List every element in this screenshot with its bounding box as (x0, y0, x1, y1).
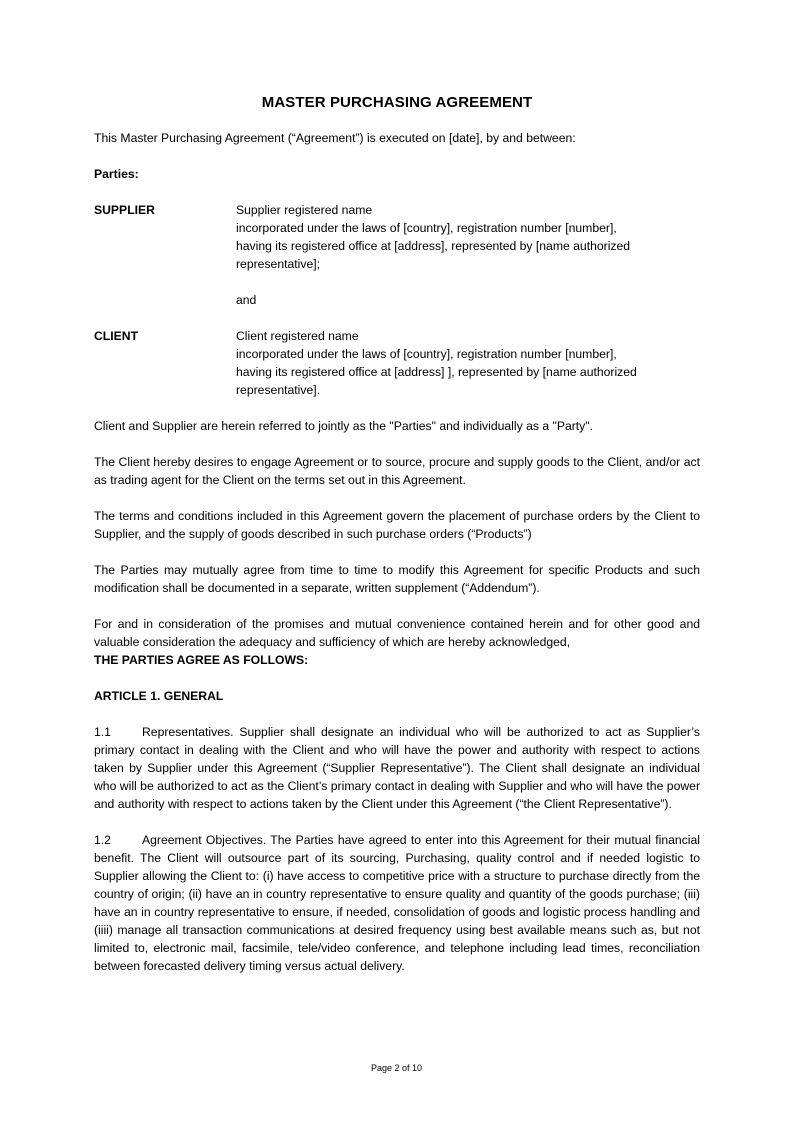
body-paragraph: Client and Supplier are herein referred to jointly as the "Parties" and individually as a "Party". (94, 419, 593, 433)
page-number: Page 2 of 10 (370, 1063, 423, 1073)
clause-number: 1.1 (94, 725, 111, 739)
supplier-details (236, 201, 700, 273)
intro-paragraph: This Master Purchasing Agreement (“Agreement”) is executed on [date], by and between: (94, 131, 576, 145)
clause-paragraph (94, 723, 700, 813)
client-line: Client registered name (236, 329, 359, 343)
client-line: incorporated under the laws of [country], registration number [number], (236, 347, 617, 361)
and-connector: and (236, 293, 257, 307)
article-heading: ARTICLE 1. GENERAL (94, 689, 224, 703)
body-paragraph: The Parties may mutually agree from time to time to modify this Agreement for specific Products and such modification shall be documented in a separate, written supplement (“Addendum”). (94, 563, 700, 595)
client-label: CLIENT (94, 329, 139, 343)
supplier-line: representative]; (236, 257, 321, 271)
clause-number: 1.2 (94, 833, 111, 847)
body-paragraph: The Client hereby desires to engage Agreement or to source, procure and supply goods to the Client, and/or act as trading agent for the Client on the terms set out in this Agreement. (94, 455, 700, 487)
supplier-line: Supplier registered name (236, 203, 373, 217)
parties-heading: Parties: (94, 167, 139, 181)
body-paragraph: The terms and conditions included in this Agreement govern the placement of purchase orders by the Client to Supplier, and the supply of goods described in such purchase orders (“Products”) (94, 509, 700, 541)
client-line: representative]. (236, 383, 321, 397)
consideration-text: For and in consideration of the promises and mutual convenience contained herein and for other good and valuable consideration the adequacy and sufficiency of which are hereby acknowledged, (94, 617, 700, 649)
client-line: having its registered office at [address] ], represented by [name authorized (236, 365, 637, 379)
supplier-line: incorporated under the laws of [country], registration number [number], (236, 221, 617, 235)
document-body (94, 93, 700, 993)
agreement-heading: THE PARTIES AGREE AS FOLLOWS: (94, 653, 309, 667)
consideration-paragraph (94, 615, 700, 669)
clause-text: Representatives. Supplier shall designate an individual who will be authorized to act as Supplier’s primary contact in dealing with the Client and who will have the power and authority with respect to actions taken by Supplier under this Agreement (“Supplier Representative”). The Client shall designate an individual who will be authorized to act as the Client’s primary contact in dealing with Supplier and who will have the power and authority with respect to actions taken by the Client under this Agreement (“the Client Representative”). (94, 725, 700, 811)
document-title: MASTER PURCHASING AGREEMENT (261, 94, 533, 111)
supplier-label: SUPPLIER (94, 203, 155, 217)
client-details (236, 327, 700, 399)
clause-text: Agreement Objectives. The Parties have agreed to enter into this Agreement for their mutual financial benefit. The Client will outsource part of its sourcing, Purchasing, quality control and if needed logistic to Supplier allowing the Client to: (i) have access to competitive price with a structure to purchase directly from the country of origin; (ii) have an in country representative to ensure quality and quantity of the goods purchase; (iii) have an in country representative to ensure, if needed, consolidation of goods and logistic process handling and (iiii) manage all transaction communications at desired frequency using best available means such as, but not limited to, electronic mail, facsimile, tele/video conference, and telephone including lead times, reconciliation between forecasted delivery timing versus actual delivery. (94, 833, 700, 973)
supplier-party-block (94, 201, 700, 273)
supplier-line: having its registered office at [address], represented by [name authorized (236, 239, 631, 253)
clause-paragraph (94, 831, 700, 975)
client-party-block (94, 327, 700, 399)
